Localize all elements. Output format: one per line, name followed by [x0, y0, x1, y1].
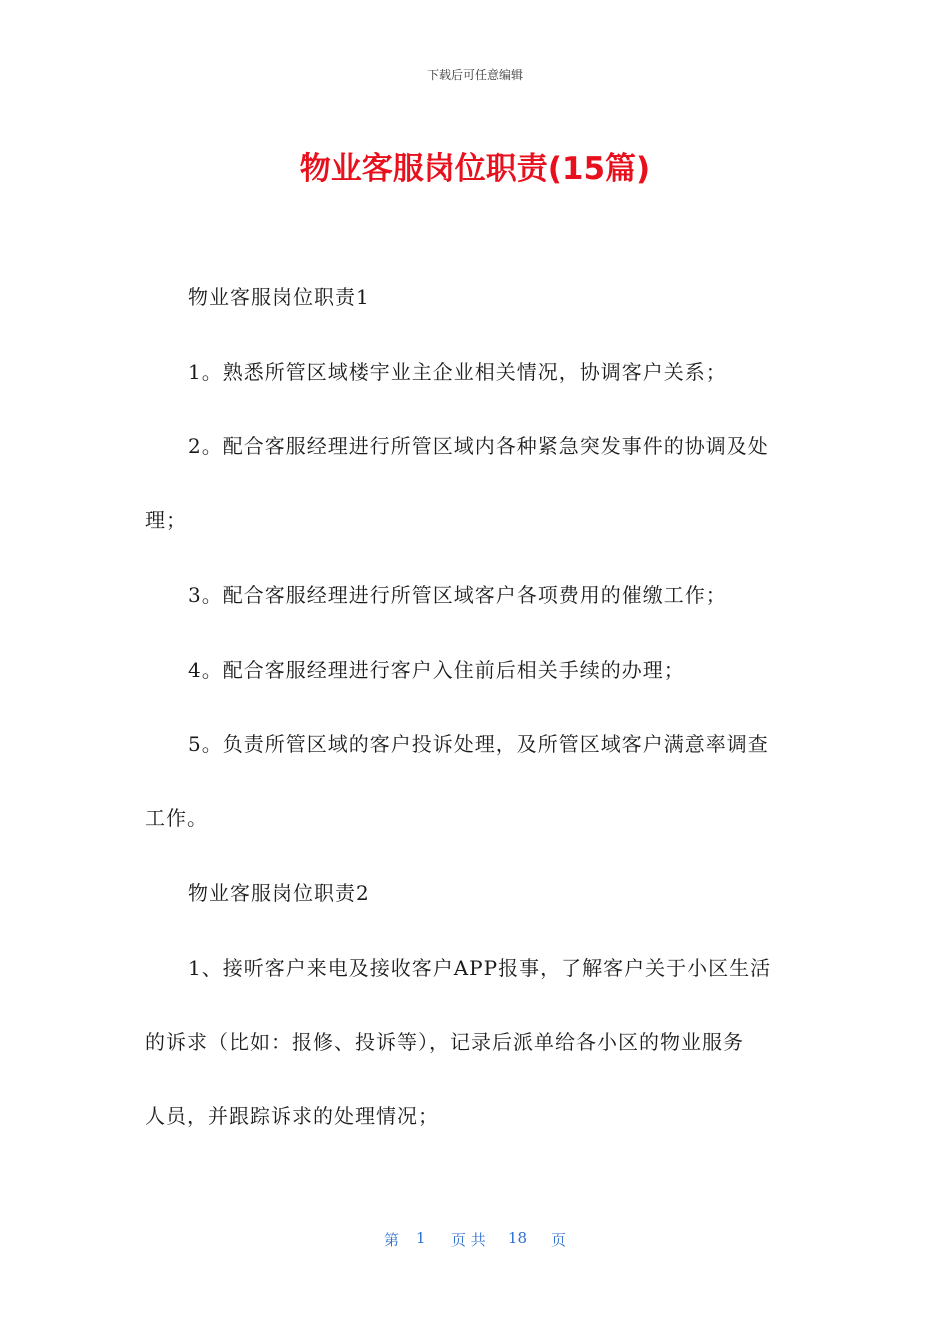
paragraph-line: 人员，并跟踪诉求的处理情况；: [145, 1104, 439, 1128]
paragraph-line: 2。配合客服经理进行所管区域内各种紧急突发事件的协调及处: [188, 434, 769, 458]
section-heading: 物业客服岗位职责1: [188, 285, 370, 309]
paragraph-line: 5。负责所管区域的客户投诉处理，及所管区域客户满意率调查: [188, 732, 769, 756]
paragraph-line: 的诉求（比如：报修、投诉等），记录后派单给各小区的物业服务: [145, 1030, 744, 1054]
page-footer: [0, 1229, 950, 1253]
paragraph-line: 1。熟悉所管区域楼宇业主企业相关情况，协调客户关系；: [188, 360, 727, 384]
footer-page-middle: 页 共: [451, 1231, 486, 1249]
footer-page-number: 1: [416, 1229, 426, 1247]
paragraph-line: 4。配合客服经理进行客户入住前后相关手续的办理；: [188, 658, 685, 682]
footer-page-suffix: 页: [551, 1231, 567, 1249]
paragraph-line: 3。配合客服经理进行所管区域客户各项费用的催缴工作；: [188, 583, 727, 607]
footer-total-pages: 18: [508, 1229, 528, 1247]
paragraph-line: 理；: [145, 508, 187, 532]
paragraph-line: 工作。: [145, 806, 208, 830]
paragraph-line: 1、接听客户来电及接收客户APP报事，了解客户关于小区生活: [188, 956, 772, 980]
document-title: 物业客服岗位职责(15篇): [299, 151, 651, 187]
section-heading: 物业客服岗位职责2: [188, 881, 370, 905]
header-note: 下载后可任意编辑: [426, 68, 523, 82]
footer-page-prefix: 第: [384, 1231, 400, 1249]
